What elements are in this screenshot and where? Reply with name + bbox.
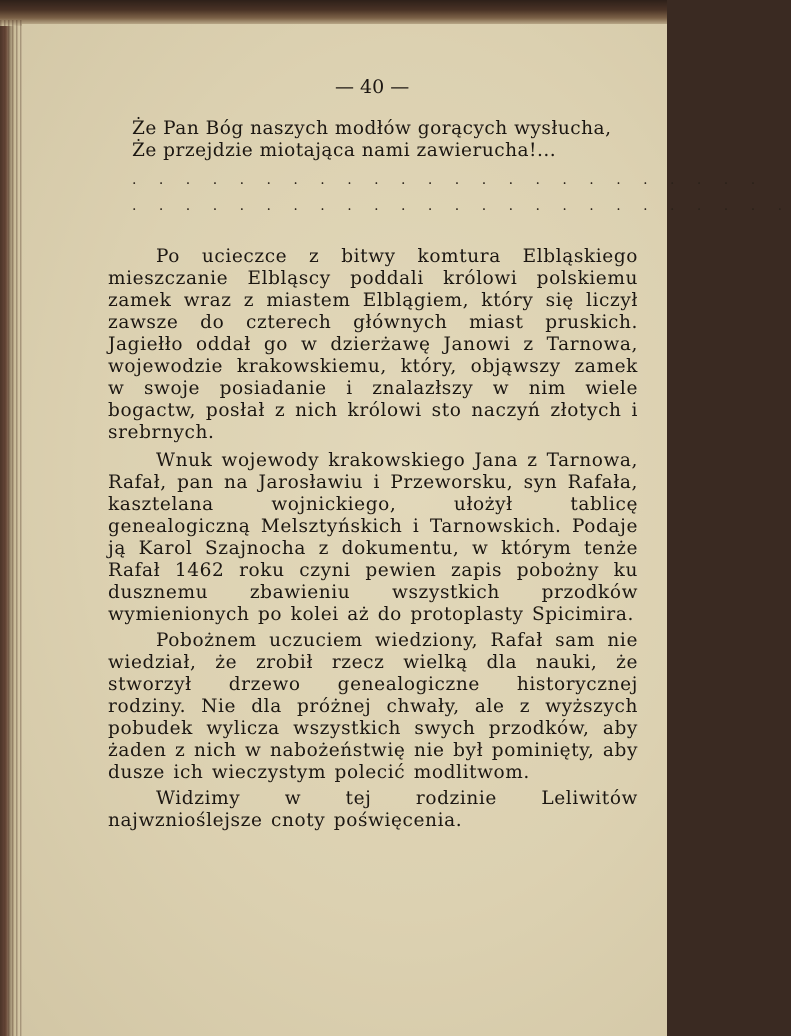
ellipsis-row-1: . . . . . . . . . . . . . . . . . . . . . . . .: [132, 172, 765, 188]
paragraph-4: Widzimy w tej rodzinie Leliwitów najwznioślejsze cnoty poświęcenia.: [108, 788, 638, 831]
paragraph-3: Pobożnem uczuciem wiedziony, Rafał sam nie wiedział, że zrobił rzecz wielką dla nauki, że stworzył drzewo genealogiczne historycznej rodziny. Nie dla próżnej chwały, ale z wyższych pobudek wylicza wszystkich swych przodków, aby żaden z nich w nabożeństwię nie był pominięty, aby dusze ich wieczystym polecić modlitwom.: [108, 630, 638, 783]
poem-line-2: Że przejdzie miotająca nami zawierucha!...: [132, 140, 557, 161]
poem-line-1: Że Pan Bóg naszych modłów gorących wysłucha,: [132, 118, 612, 139]
page-text: [108, 118, 791, 832]
page-number: — 40 —: [335, 76, 410, 98]
ellipsis-row-2: . . . . . . . . . . . . . . . . . . . . . . . . .: [132, 198, 791, 214]
book-spine: [0, 20, 24, 1036]
paragraph-1: Po ucieczce z bitwy komtura Elbląskiego mieszczanie Elbląscy poddali królowi polskiemu zamek wraz z miastem Elblągiem, który się liczył zawsze do czterech głównych miast pruskich. Jagiełło oddał go w dzierżawę Janowi z Tarnowa, wojewodzie krakowskiemu, który, objąwszy zamek w swoje posiadanie i znalazłszy w nim wiele bogactw, posłał z nich królowi sto naczyń złotych i srebrnych.: [108, 246, 638, 443]
paragraph-2: Wnuk wojewody krakowskiego Jana z Tarnowa, Rafał, pan na Jarosławiu i Przeworsku, syn Rafała, kasztelana wojnickiego, ułożył tablicę genealogiczną Melsztyńskich i Tarnowskich. Podaje ją Karol Szajnocha z dokumentu, w którym tenże Rafał 1462 roku czyni pewien zapis pobożny ku dusznemu zbawieniu wszystkich przodków wymienionych po kolei aż do protoplasty Spicimira.: [108, 450, 638, 625]
book-top-edge: [0, 0, 667, 26]
